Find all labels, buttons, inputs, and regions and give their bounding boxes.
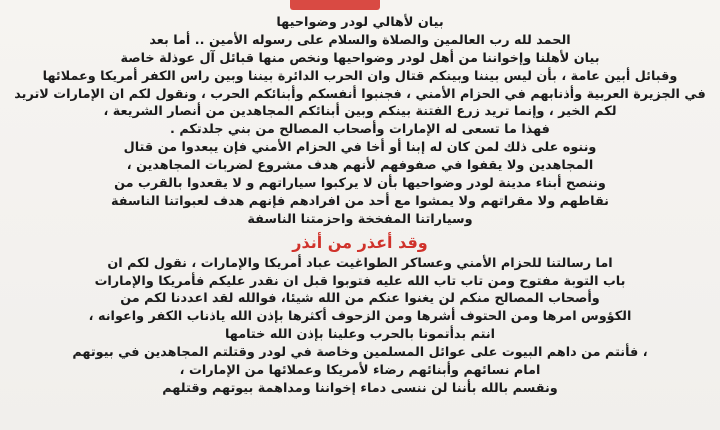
text-line: انتم بدأتمونا بالحرب وعلينا بإذن الله ختامها: [224, 327, 496, 343]
text-line: الحمد لله رب العالمين والصلاة والسلام على رسوله الأمين .. أما بعد: [149, 32, 571, 48]
text-line: بيان لأهلنا وإخواننا من أهل لودر وضواحيها ونخص منها قبائل آل عوذلة خاصة: [120, 50, 600, 66]
text-line: في الجزيرة العربية وأذنابهم في الحزام الأمني ، فجنبوا أنفسكم وأبنائكم الحرب ، ونقول لكم ان الإمارات لاتريد: [14, 86, 706, 102]
text-line: اما رسالتنا للحزام الأمني وعساكر الطواغيت عباد أمريكا والإمارات ، نقول لكم ان: [107, 255, 613, 271]
statement-title: بيان لأهالي لودر وضواحيها: [276, 15, 444, 30]
text-line: نقاطهم ولا مقراتهم ولا يمشوا مع أحد من افرادهم فإنهم هدف لعبواتنا الناسفة: [111, 193, 609, 209]
text-line: المجاهدين ولا يقفوا في صفوفهم لأنهم هدف مشروع لضربات المجاهدين ،: [126, 158, 594, 174]
text-line: ونقسم بالله بأننا لن ننسى دماء إخواننا ومداهمة بيوتهم وقتلهم: [162, 380, 558, 396]
text-line: وسياراتنا المفخخة واحزمتنا الناسفة: [247, 211, 473, 227]
text-line: وأصحاب المصالح منكم لن يغنوا عنكم من الله شيئا، فوالله لقد اعددنا لكم من: [120, 291, 600, 307]
text-line: وننوه على ذلك لمن كان له إبنا أو أخا في الحزام الأمني فإن يبعدوا من قتال: [123, 140, 597, 156]
text-line: الكؤوس امرها ومن الحتوف أشرها ومن الزحوف أكثرها بإذن الله ياذناب الكفر واعوانه ،: [88, 309, 632, 325]
text-line: فهذا ما تسعى له الإمارات وأصحاب المصالح من بني جلدتكم .: [170, 122, 550, 138]
text-line: ، فأنتم من داهم البيوت على عوائل المسلمين وخاصة في لودر وقتلتم المجاهدين في بيوتهم: [72, 345, 648, 361]
header-banner: [290, 0, 380, 10]
text-line: وننصح أبناء مدينة لودر وضواحيها بأن لا يركبوا سياراتهم و لا يقعدوا بالقرب من: [114, 176, 606, 192]
text-line: لكم الخير ، وإنما تريد زرع الفتنة بينكم وبين أبنائكم المجاهدين من أنصار الشريعة ،: [103, 104, 617, 120]
text-line: باب التوبة مفتوح ومن تاب تاب الله عليه فتوبوا قبل ان نقدر عليكم فأمريكا والإمارات: [94, 273, 626, 289]
text-line: امام نسائهم وأبنائهم رضاء لأمريكا وعملائها من الإمارات ،: [179, 363, 541, 379]
statement-body: [0, 14, 720, 398]
section-heading: وقد أعذر من أنذر: [292, 232, 428, 252]
text-line: وقبائل أبين عامة ، بأن ليس بيننا وبينكم قتال وان الحرب الدائرة بيننا وبين راس الكفر أمريكا وعملائها: [42, 68, 678, 84]
